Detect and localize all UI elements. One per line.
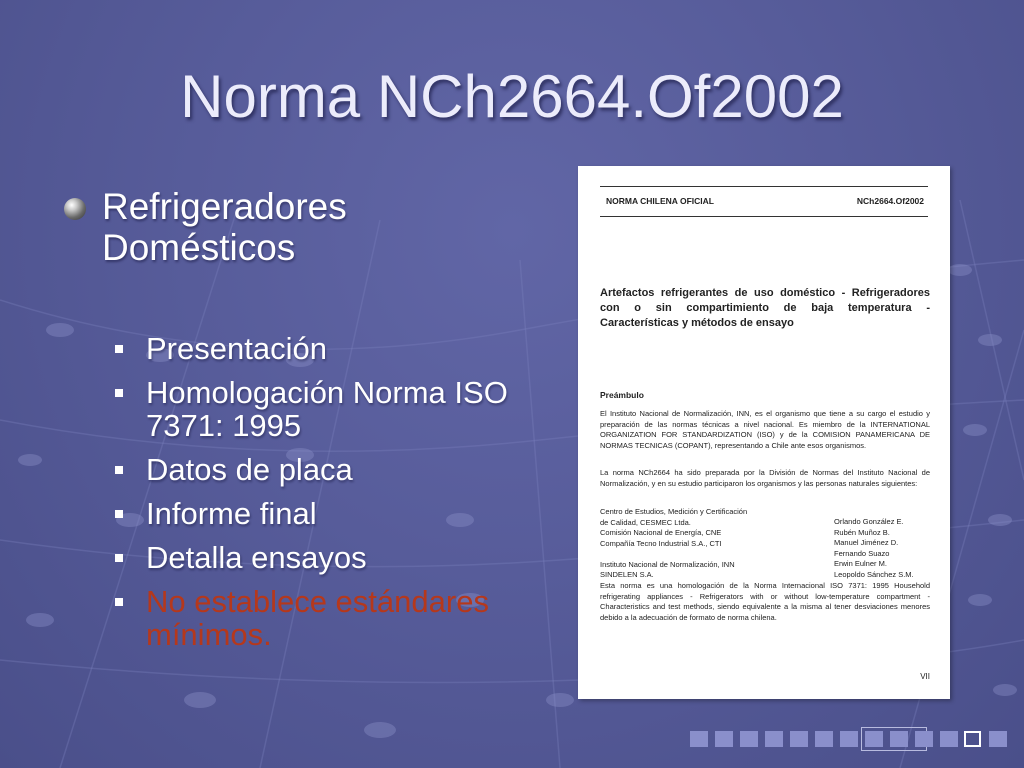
nav-button[interactable]: [690, 731, 708, 747]
person-line: Erwin Eulner M.: [834, 559, 887, 568]
slide-title: Norma NCh2664.Of2002: [180, 63, 844, 130]
square-bullet-icon: [115, 389, 123, 397]
nav-button[interactable]: [840, 731, 858, 747]
current-slide-indicator[interactable]: [964, 731, 981, 747]
list-item: [112, 376, 532, 442]
sub-bullet-list: [112, 332, 532, 662]
header-rule: [600, 186, 928, 187]
nav-button[interactable]: [815, 731, 833, 747]
sphere-bullet-icon: [64, 198, 86, 220]
square-bullet-icon: [115, 510, 123, 518]
person-line: Leopoldo Sánchez S.M.: [834, 569, 914, 579]
square-bullet-icon: [115, 466, 123, 474]
nav-button[interactable]: [940, 731, 958, 747]
list-item: [112, 453, 532, 486]
nav-button[interactable]: [740, 731, 758, 747]
document-header-right: NCh2664.Of2002: [856, 196, 924, 206]
square-bullet-icon: [115, 345, 123, 353]
list-item-text: Detalla ensayos: [146, 540, 367, 575]
square-bullet-icon: [115, 554, 123, 562]
nav-button[interactable]: [790, 731, 808, 747]
person-line: Orlando González E.: [834, 517, 904, 526]
nav-button[interactable]: [890, 731, 908, 747]
header-rule: [600, 216, 928, 217]
preamble-heading: Preámbulo: [600, 390, 644, 400]
list-item-text: Homologación Norma ISO 7371: 1995: [146, 375, 508, 443]
organization-line: Comisión Nacional de Energía, CNE: [600, 528, 722, 537]
people-list: [834, 517, 944, 580]
paragraph: Esta norma es una homologación de la Norma Internacional ISO 7371: 1995 Household refrigerating appliances - Refrigerators with or without low-temperature compartment - Characteristics and test methods, siendo equivalente a la misma al tener desviaciones menores debido a la adecuación de formato de norma chilena.: [600, 581, 930, 622]
list-item: [112, 497, 532, 530]
nav-button[interactable]: [765, 731, 783, 747]
person-line: Manuel Jiménez D.: [834, 538, 899, 547]
nav-button[interactable]: [989, 731, 1007, 747]
list-item-text: Informe final: [146, 496, 317, 531]
organization-line: de Calidad, CESMEC Ltda.: [600, 517, 691, 527]
list-item-text: Datos de placa: [146, 452, 353, 487]
organization-line: Instituto Nacional de Normalización, INN: [600, 559, 735, 569]
document-image: [578, 166, 950, 699]
document-header-left: NORMA CHILENA OFICIAL: [606, 196, 714, 206]
organization-line: SINDELEN S.A.: [600, 570, 654, 579]
list-item-text: Presentación: [146, 331, 327, 366]
nav-button[interactable]: [715, 731, 733, 747]
page-number: VII: [920, 672, 930, 681]
nav-button[interactable]: [865, 731, 883, 747]
organizations-list: [600, 507, 800, 581]
person-line: Rubén Muñoz B.: [834, 527, 890, 537]
list-item: [112, 332, 532, 365]
person-line: Fernando Suazo: [834, 548, 890, 558]
paragraph: La norma NCh2664 ha sido preparada por la División de Normas del Instituto Nacional de Normalización, y en su estudio participaron los organismos y las personas naturales siguientes:: [600, 468, 930, 488]
organization-line: [600, 549, 800, 560]
list-item-highlighted: [112, 585, 532, 651]
paragraph: El Instituto Nacional de Normalización, INN, es el organismo que tiene a su cargo el estudio y preparación de las normas técnicas a nivel nacional. Es miembro de la INTERNATIONAL ORGANIZATION FOR STANDARDIZATION (ISO) y de la COMISION PANAMERICANA DE NORMAS TECNICAS (COPANT), representando a Chile ante esos organismos.: [600, 409, 930, 450]
organization-line: Compañía Tecno Industrial S.A., CTI: [600, 538, 722, 548]
list-item-text: No establece estándares mínimos.: [146, 584, 489, 652]
nav-button[interactable]: [915, 731, 933, 747]
document-title: Artefactos refrigerantes de uso doméstico - Refrigeradores con o sin compartimiento de baja temperatura - Características y métodos de ensayo: [600, 287, 930, 329]
main-bullet-text: Refrigeradores Domésticos: [102, 186, 347, 268]
square-bullet-icon: [115, 598, 123, 606]
organization-line: Centro de Estudios, Medición y Certificación: [600, 507, 748, 516]
list-item: [112, 541, 532, 574]
